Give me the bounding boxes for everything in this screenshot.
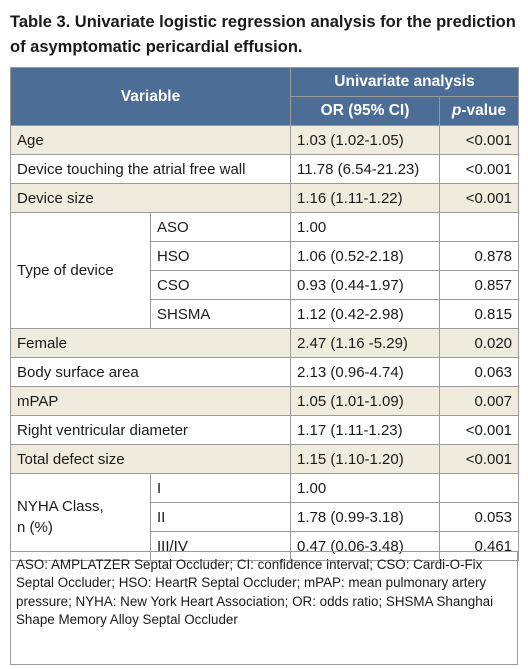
row-p: <0.001	[440, 445, 519, 474]
row-p: 0.063	[440, 358, 519, 387]
row-p: 0.020	[440, 329, 519, 358]
header-or: OR (95% CI)	[291, 97, 440, 126]
row-variable: Total defect size	[11, 445, 291, 474]
table-row	[11, 184, 519, 213]
header-p-value	[440, 97, 519, 126]
row-subgroup: II	[151, 503, 291, 532]
row-p: 0.815	[440, 300, 519, 329]
row-p: 0.053	[440, 503, 519, 532]
row-subgroup: SHSMA	[151, 300, 291, 329]
row-or: 1.15 (1.10-1.20)	[291, 445, 440, 474]
row-p: <0.001	[440, 126, 519, 155]
table-footnote: ASO: AMPLATZER Septal Occluder; CI: confidence interval; CSO: Cardi-O-Fix Septal Occluder; HSO: HeartR Septal Occluder; mPAP: mean pulmonary artery pressure; NYHA: New York Heart Association; OR: odds ratio; SHSMA Shanghai Shape Memory Alloy Septal Occluder	[10, 551, 518, 665]
table-row	[11, 445, 519, 474]
table-row	[11, 126, 519, 155]
row-subgroup: CSO	[151, 271, 291, 300]
row-subgroup: ASO	[151, 213, 291, 242]
row-variable: Right ventricular diameter	[11, 416, 291, 445]
row-or: 2.47 (1.16 -5.29)	[291, 329, 440, 358]
regression-table	[10, 67, 519, 561]
group-label-device-type: Type of device	[11, 213, 151, 329]
group-label-nyha	[11, 474, 151, 561]
row-or: 11.78 (6.54-21.23)	[291, 155, 440, 184]
row-or: 1.16 (1.11-1.22)	[291, 184, 440, 213]
row-p	[440, 213, 519, 242]
row-or: 0.47 (0.06-3.48)	[291, 532, 440, 561]
row-or: 1.78 (0.99-3.18)	[291, 503, 440, 532]
row-p: 0.878	[440, 242, 519, 271]
row-variable: Body surface area	[11, 358, 291, 387]
nyha-label-line2: n (%)	[17, 519, 53, 536]
table-row	[11, 155, 519, 184]
table-row	[11, 387, 519, 416]
table-row	[11, 358, 519, 387]
row-or: 1.06 (0.52-2.18)	[291, 242, 440, 271]
row-or: 1.03 (1.02-1.05)	[291, 126, 440, 155]
row-or: 1.17 (1.11-1.23)	[291, 416, 440, 445]
header-p-rest: -value	[461, 102, 507, 119]
row-p: 0.857	[440, 271, 519, 300]
row-or: 2.13 (0.96-4.74)	[291, 358, 440, 387]
row-or: 0.93 (0.44-1.97)	[291, 271, 440, 300]
header-variable: Variable	[11, 68, 291, 126]
row-variable: Female	[11, 329, 291, 358]
row-p: <0.001	[440, 416, 519, 445]
row-p: <0.001	[440, 155, 519, 184]
row-p	[440, 474, 519, 503]
row-variable: mPAP	[11, 387, 291, 416]
row-variable: Device size	[11, 184, 291, 213]
row-variable: Device touching the atrial free wall	[11, 155, 291, 184]
table-title: Table 3. Univariate logistic regression analysis for the prediction of asymptomatic pericardial effusion.	[10, 13, 516, 56]
table-row	[11, 329, 519, 358]
table-row	[11, 474, 519, 503]
row-or: 1.05 (1.01-1.09)	[291, 387, 440, 416]
header-univariate: Univariate analysis	[291, 68, 519, 97]
row-variable: Age	[11, 126, 291, 155]
table-row	[11, 213, 519, 242]
table-row	[11, 416, 519, 445]
row-or: 1.12 (0.42-2.98)	[291, 300, 440, 329]
row-or: 1.00	[291, 213, 440, 242]
row-p: <0.001	[440, 184, 519, 213]
header-p-italic: p	[451, 102, 462, 119]
row-subgroup: III/IV	[151, 532, 291, 561]
row-p: 0.007	[440, 387, 519, 416]
row-p: 0.461	[440, 532, 519, 561]
nyha-label-line1: NYHA Class,	[17, 498, 104, 515]
row-or: 1.00	[291, 474, 440, 503]
row-subgroup: HSO	[151, 242, 291, 271]
row-subgroup: I	[151, 474, 291, 503]
